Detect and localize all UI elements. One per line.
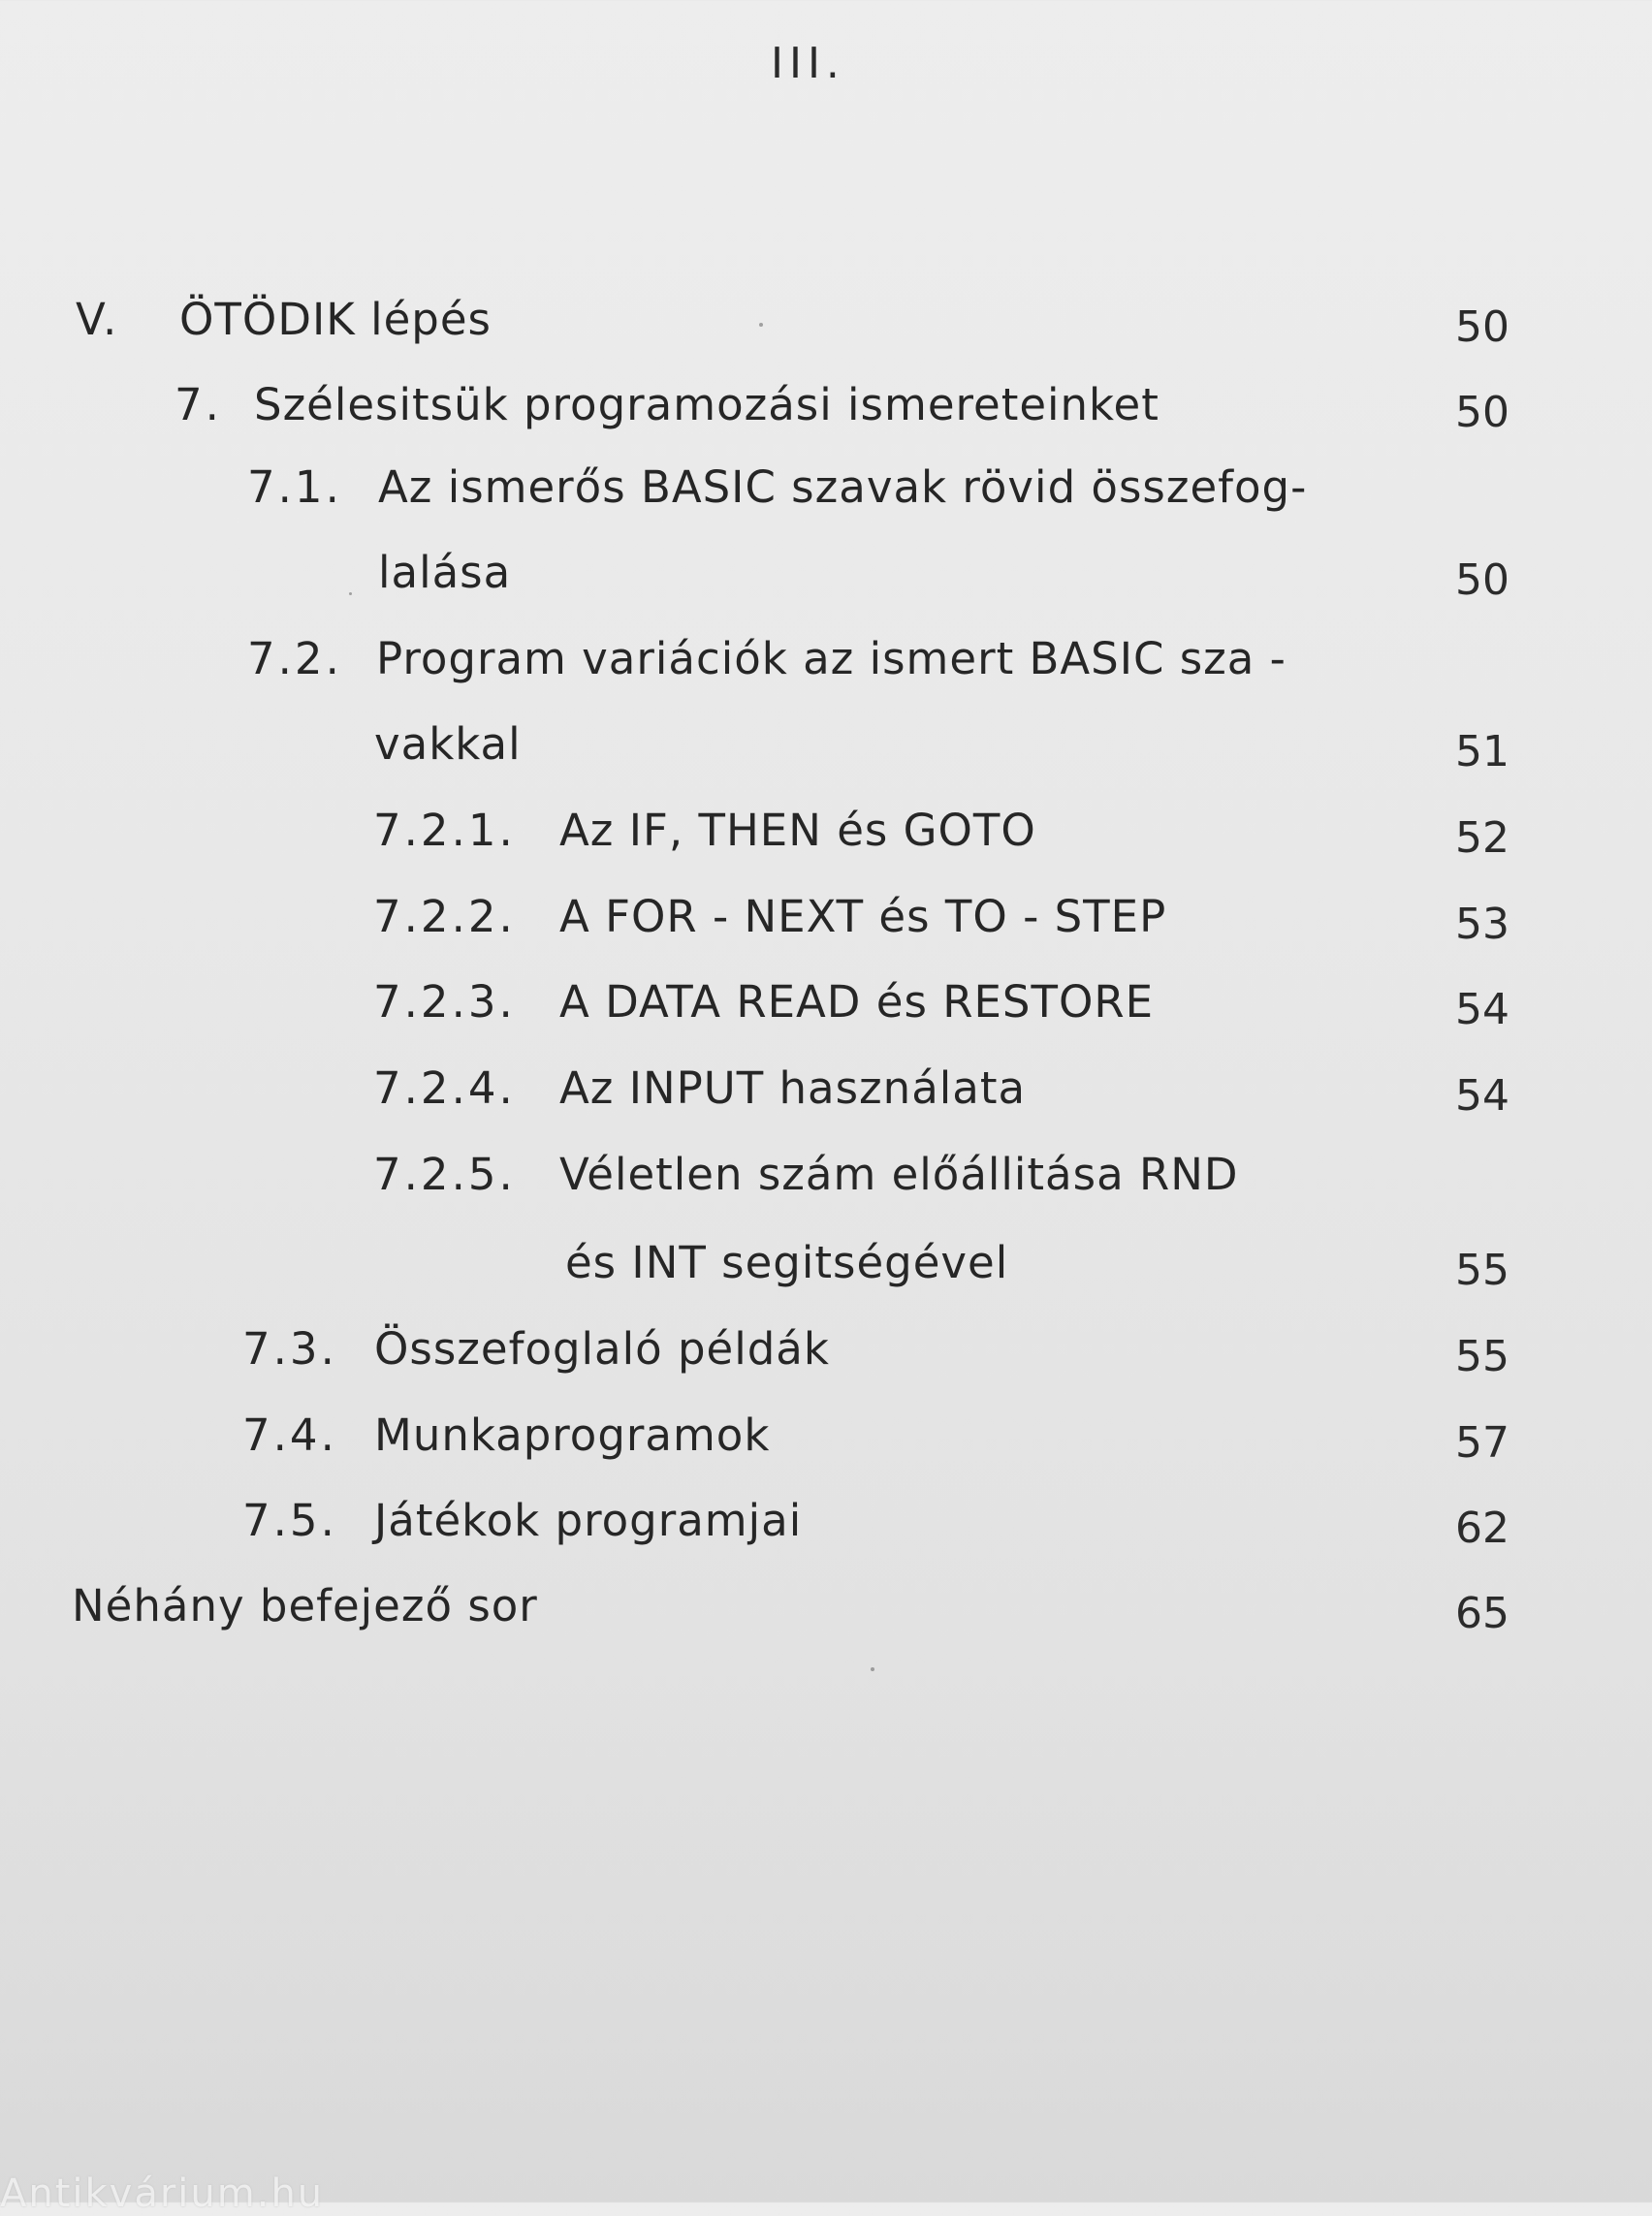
toc-entry-number: 7.4. [242, 1409, 337, 1461]
toc-entry-section-7-1 [0, 454, 1652, 522]
toc-entry-number: 7.1. [247, 461, 342, 513]
toc-entry-page: 55 [1455, 1332, 1509, 1381]
toc-entry-number: 7.2.3. [373, 976, 516, 1028]
toc-entry-section-7-5 [0, 1487, 1652, 1555]
toc-entry-title: A FOR - NEXT és TO - STEP [559, 891, 1167, 942]
toc-entry-title: Összefoglaló példák [374, 1323, 830, 1375]
toc-entry-title: Véletlen szám előállitása RND [559, 1149, 1239, 1200]
toc-entry-number: 7.2.1. [373, 805, 516, 856]
toc-entry-section-7-2-3 [0, 968, 1652, 1036]
toc-entry-number: 7.2.5. [373, 1149, 516, 1200]
toc-entry-page: 50 [1455, 302, 1509, 352]
toc-entry-page: 54 [1455, 985, 1509, 1034]
toc-entry-section-7-2-4 [0, 1055, 1652, 1123]
toc-entry-page: 65 [1455, 1589, 1509, 1638]
toc-entry-closing-lines [0, 1572, 1652, 1640]
toc-entry-number: 7. [175, 379, 222, 430]
toc-entry-title: és INT segitségével [565, 1237, 1009, 1288]
watermark: Antikvárium.hu [0, 2171, 325, 2216]
toc-entry-title: A DATA READ és RESTORE [559, 976, 1155, 1028]
toc-entry-number: 7.2.4. [373, 1062, 516, 1114]
paper-speck [871, 1667, 874, 1671]
toc-entry-number: 7.5. [242, 1495, 337, 1546]
toc-entry-title: vakkal [374, 718, 522, 770]
toc-entry-title: Az ismerős BASIC szavak rövid összefog- [378, 461, 1308, 513]
toc-entry-title: Szélesitsük programozási ismereteinket [254, 379, 1160, 430]
toc-entry-page: 62 [1455, 1504, 1509, 1553]
toc-entry-title: Az INPUT használata [559, 1062, 1027, 1114]
toc-entry-page: 50 [1455, 555, 1509, 605]
toc-entry-section-7-2-1 [0, 797, 1652, 865]
paper-speck [349, 592, 352, 595]
toc-entry-title: lalása [378, 547, 512, 598]
toc-entry-title: Az IF, THEN és GOTO [559, 805, 1036, 856]
toc-entry-section-7 [0, 371, 1652, 439]
toc-entry-number: 7.3. [242, 1323, 337, 1375]
toc-entry-section-7-2-5-continuation [0, 1229, 1652, 1297]
toc-entry-page: 54 [1455, 1071, 1509, 1121]
toc-entry-title: Program variációk az ismert BASIC sza - [376, 633, 1287, 684]
toc-entry-page: 50 [1455, 388, 1509, 437]
page-header-roman-numeral: III. [771, 39, 845, 88]
toc-entry-section-7-4 [0, 1402, 1652, 1470]
toc-entry-page: 53 [1455, 900, 1509, 949]
toc-entry-number: 7.2.2. [373, 891, 516, 942]
toc-entry-number: V. [76, 294, 120, 345]
toc-entry-section-7-3 [0, 1315, 1652, 1383]
toc-entry-page: 55 [1455, 1246, 1509, 1295]
toc-entry-chapter-v [0, 286, 1652, 354]
toc-entry-title: ÖTÖDIK lépés [179, 294, 492, 345]
toc-entry-title: Néhány befejező sor [72, 1580, 538, 1631]
toc-entry-section-7-2-continuation [0, 711, 1652, 778]
toc-entry-title: Játékok programjai [374, 1495, 803, 1546]
toc-entry-page: 57 [1455, 1418, 1509, 1468]
toc-entry-page: 51 [1455, 727, 1509, 776]
toc-entry-section-7-2-2 [0, 883, 1652, 951]
toc-entry-section-7-2 [0, 625, 1652, 693]
toc-entry-number: 7.2. [247, 633, 342, 684]
paper-speck [759, 323, 763, 327]
toc-entry-page: 52 [1455, 813, 1509, 863]
toc-entry-section-7-2-5 [0, 1141, 1652, 1209]
toc-entry-section-7-1-continuation [0, 539, 1652, 607]
toc-entry-title: Munkaprogramok [374, 1409, 771, 1461]
